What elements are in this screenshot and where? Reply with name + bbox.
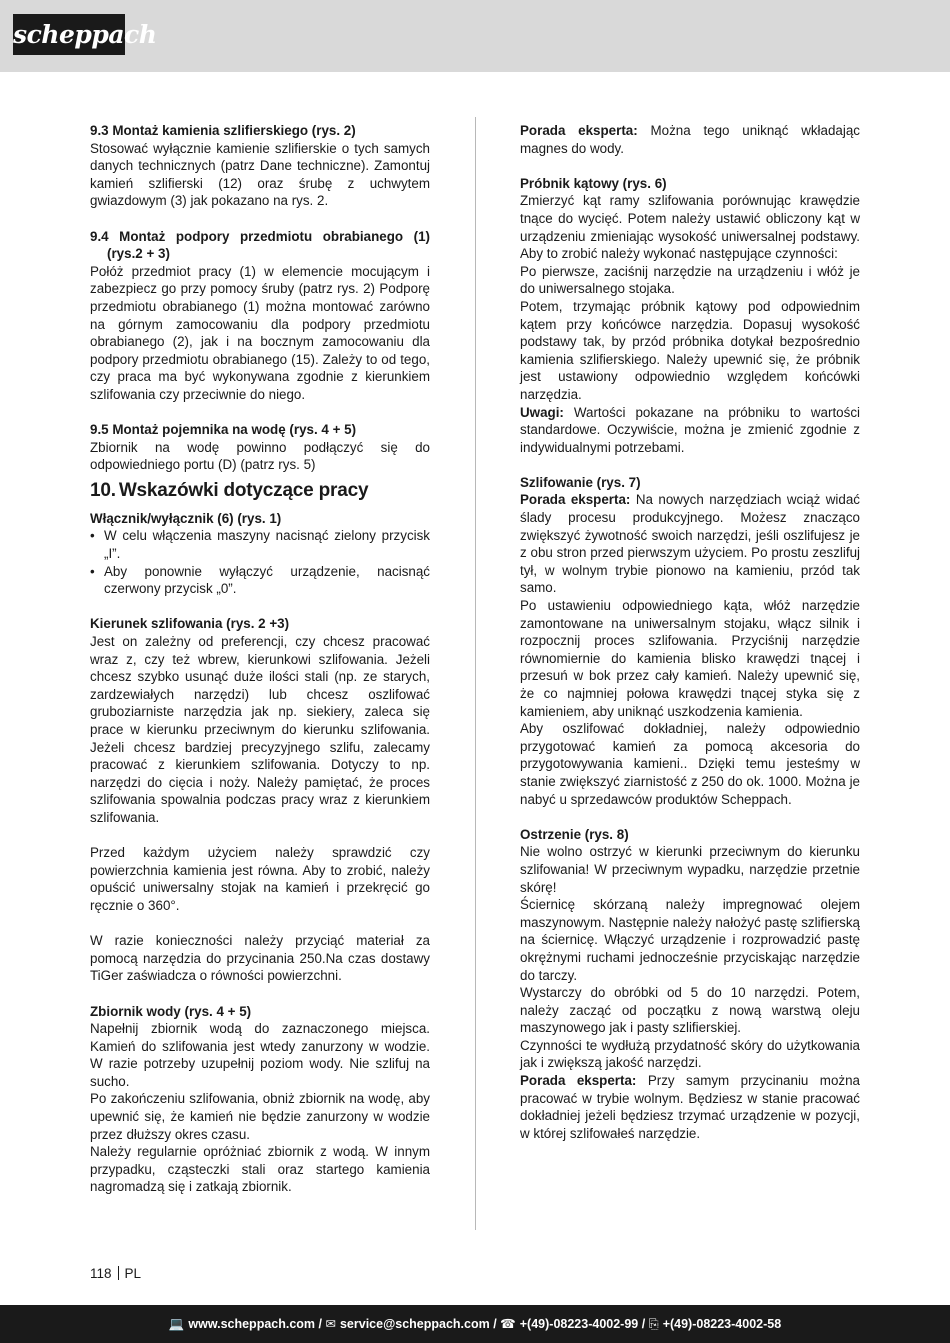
phone-icon: ☎: [500, 1317, 516, 1331]
section-9-5-title: 9.5 Montaż pojemnika na wodę (rys. 4 + 5): [90, 422, 357, 438]
expert-tip-1: [520, 122, 860, 157]
chapter-10-heading: [90, 474, 430, 510]
expert-tip-text: Przy samym przycinaniu można pracować w trybie wolnym. Będziesz w stanie pracować dokładniej jeżeli będziesz trzymać urządzenie w pozycji, w której szlifowałeś narzędzie.: [520, 1073, 860, 1141]
section-9-3-body: Stosować wyłącznie kamienie szlifierskie o tych samych danych technicznych (patrz Dane techniczne). Zamontuj kamień szlifierski (12) oraz śrubę z uchwytem gwiazdowym (3) jak pokazano na rys. 2.: [90, 140, 430, 209]
right-column: [520, 122, 860, 1142]
section-9-3-title: 9.3 Montaż kamienia szlifierskiego (rys. 2): [90, 123, 356, 138]
footer-fax: +(49)-08223-4002-58: [662, 1317, 782, 1331]
expert-tip-label: Porada eksperta:: [520, 1073, 637, 1089]
direction-title: Kierunek szlifowania (rys. 2 +3): [90, 616, 290, 632]
expert-tip-label: Porada eksperta:: [520, 492, 631, 508]
page-footer: [0, 1305, 950, 1343]
angle-gauge-body-3: Potem, trzymając próbnik kątowy pod odpowiednim kątem przy końcówce narzędzia. Dopasuj wysokość podstawy tak, by przód próbnika dotykał bezpośrednio kamienia szlifierskiego. Należy upewnić się, że próbnik jest ustawiony odpowiednio względem końcówki narzędzia.: [520, 298, 860, 402]
sharpening-body-2: Ściernicę skórzaną należy impregnować olejem maszynowym. Następnie należy nałożyć pastę szlifierską na ściernicę. Włączyć urządzenie i rozprowadzić pastę okrężnymi ruchami jednocześnie przyciskając narzędzie do tarczy.: [520, 897, 860, 983]
chapter-title: Wskazówki dotyczące pracy: [118, 479, 369, 501]
expert-tip-text: Na nowych narzędziach wciąż widać ślady procesu produkcyjnego. Możesz znacząco zwiększyć żywotność swoich narzędzi, jeśli oszlifujesz je z obu stron przed pierwszym użyciem. Po prostu zeszlifuj tył, w wolnym trybie pionowo na kamieniu, przód tak samo.: [520, 492, 861, 596]
grinding-body-2: Po ustawieniu odpowiedniego kąta, włóż narzędzie zamontowane na uniwersalnym stojaku, włącz silnik i rozpocznij proces szlifowania. Przyciśnij narzędzie równomiernie do kamienia blisko krawędzi tnącej i przesuń w bok przez cały kamień. Należy upewnić się, że co najmniej połowa krawędzi tnącej styka się z kamieniem, aby uniknąć uszkodzenia kamienia.: [520, 598, 860, 719]
switch-bullet-off: • Aby ponownie wyłączyć urządzenie, nacisnąć czerwony przycisk „0”.: [90, 563, 430, 598]
page-header: [0, 0, 950, 72]
expert-tip-label: Porada eksperta:: [520, 123, 638, 138]
water-tank-body-2: Po zakończeniu szlifowania, obniż zbiornik na wodę, aby upewnić się, że kamień nie będzie zanurzony w wodzie przez dłuższy okres czasu.: [90, 1091, 430, 1142]
section-9-4-title: 9.4 Montaż podpory przedmiotu obrabianego (1) (rys.2 + 3): [90, 228, 430, 262]
scheppach-logo: scheppach: [13, 14, 125, 55]
sharpening-body-3: Wystarczy do obróbki od 5 do 10 narzędzi. Potem, należy zacząć od początku z nową warstwą oleju maszynowego jak i pasty szlifierskiej.: [520, 985, 860, 1036]
grinding-title: Szlifowanie (rys. 7): [520, 474, 641, 490]
sharpening-body-4: Czynności te wydłużą przydatność skóry do użytkowania jak i zwiększą jakość narzędzi.: [520, 1037, 860, 1071]
page-number-value: 118: [90, 1266, 112, 1281]
page-number: [90, 1265, 141, 1283]
left-column: [90, 122, 430, 1196]
grinding-body-3: Aby oszlifować dokładniej, należy odpowiednio przygotować kamień za pomocą akcesoria do przygotowywania kamieni.. Dzięki temu jesteśmy w stanie zwiększyć ziarnistość z 250 do ok. 1000. Można je nabyć u sprzedawców produktów Scheppach.: [520, 721, 860, 807]
water-tank-body-1: Napełnij zbiornik wodą do zaznaczonego miejsca. Kamień do szlifowania jest wtedy zanurzony w wodzie. W razie potrzeby uzupełnij poziom wody. Nie szlifuj na sucho.: [90, 1021, 430, 1089]
fax-icon: ⎘: [648, 1317, 659, 1331]
tiger-body: W razie konieczności należy przyciąć materiał za pomocą narzędzia do przycinania 250.Na czas dostawy TiGer zaświadcza o równości powierzchni.: [90, 933, 430, 984]
water-tank-title: Zbiornik wody (rys. 4 + 5): [90, 1003, 252, 1019]
chapter-number: 10.: [90, 479, 116, 501]
switch-title: Włącznik/wyłącznik (6) (rys. 1): [90, 510, 282, 526]
note: [520, 404, 860, 457]
switch-bullet-on: • W celu włączenia maszyny nacisnąć zielony przycisk „I”.: [90, 527, 430, 562]
page-language: PL: [124, 1266, 142, 1281]
mail-icon: ✉: [325, 1317, 336, 1331]
section-9-5-body: Zbiornik na wodę powinno podłączyć się do odpowiedniego portu (D) (patrz rys. 5): [90, 439, 430, 473]
angle-gauge-body-2: Po pierwsze, zaciśnij narzędzie na urządzeniu i włóż je do uniwersalnego stojaka.: [520, 263, 860, 297]
footer-website: www.scheppach.com /: [188, 1317, 322, 1331]
before-use-body: Przed każdym użyciem należy sprawdzić czy powierzchnia kamienia jest równa. Aby to zrobić, należy opuścić uniwersalny stojak na kamień i przekręcić go ręcznie o 360°.: [90, 845, 430, 913]
direction-body: Jest on zależny od preferencji, czy chcesz pracować wraz z, czy też wbrew, kierunkowi szlifowania. Jeżeli chcesz szybko usunąć duże ilości stali (np. ze starych, zardzewiałych narzędzi) lub chcesz oszlifować gruboziarniste narzędzia jak np. siekiery, zaleca się prace w kierunku przeciwnym do kierunku szlifowania. Jeżeli chcesz bardziej precyzyjnego szlifu, zalecamy pracować z kierunkiem szlifowania. Dotyczy to np. narzędzi do cięcia i noży. Należy pamiętać, że proces szlifowania spowalnia podczas pracy wraz z kierunkiem szlifowania.: [90, 634, 430, 825]
page-number-separator: [118, 1266, 119, 1280]
note-text: Wartości pokazane na próbniku to wartości standardowe. Oczywiście, można je zmienić zgodnie z indywidualnymi potrzebami.: [520, 404, 860, 455]
water-tank-body-3: Należy regularnie opróżniać zbiornik z wodą. W innym przypadku, cząsteczki stali oraz startego kamienia nagromadzą się i zatkają zbiornik.: [90, 1144, 430, 1195]
sharpening-body-1: Nie wolno ostrzyć w kierunki przeciwnym do kierunku szlifowania! W przeciwnym wypadku, narzędzie przetnie skórę!: [520, 844, 860, 895]
column-divider: [475, 117, 476, 1230]
expert-tip-3: [520, 1072, 860, 1142]
section-9-4-body: Połóż przedmiot pracy (1) w elemencie mocującym i zabezpiecz go przy pomocy śruby (patrz rys. 2) Podporę przedmiotu obrabianego (1) można montować zarówno na górnym zamocowaniu dla podpory przedmiotu obrabianego (2), jak i na bocznym zamocowaniu dla podpory przedmiotu obrabianego (15). Zależy to od tego, czy praca ma być wykonywana zgodnie z kierunkiem szlifowania czy przeciwnie do niego.: [90, 263, 430, 402]
expert-tip-text: Można tego uniknąć wkładając magnes do wody.: [520, 123, 860, 156]
footer-email: service@scheppach.com /: [339, 1317, 497, 1331]
footer-phone: +(49)-08223-4002-99 /: [519, 1317, 646, 1331]
angle-gauge-title: Próbnik kątowy (rys. 6): [520, 175, 667, 191]
computer-icon: 💻: [168, 1317, 185, 1331]
sharpening-title: Ostrzenie (rys. 8): [520, 826, 629, 842]
note-label: Uwagi:: [520, 404, 564, 420]
angle-gauge-body-1: Zmierzyć kąt ramy szlifowania porównując krawędzie tnące do wycięć. Potem należy ustawić obliczony kąt w urządzeniu zmieniając wysokość uniwersalnej podstawy. Aby to zrobić należy wykonać następujące czynności:: [520, 193, 860, 262]
expert-tip-2: [520, 491, 860, 597]
